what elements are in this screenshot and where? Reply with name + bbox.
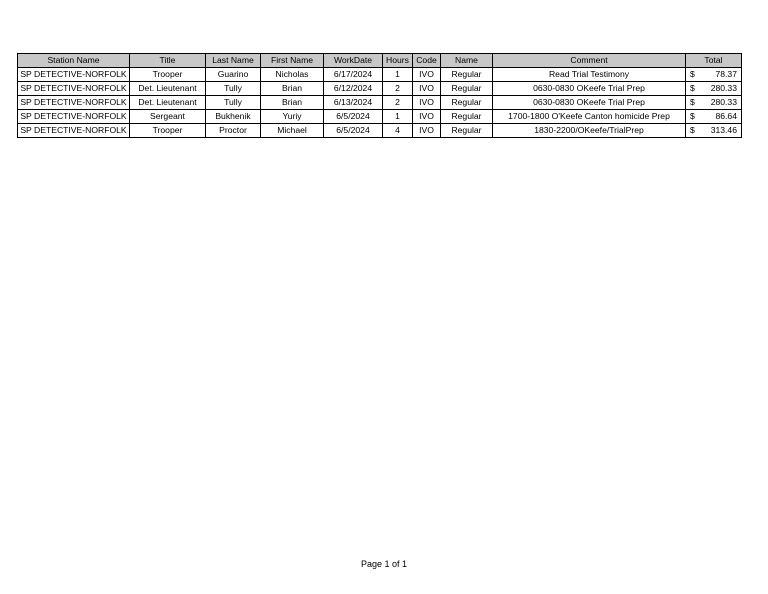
cell-first-name: Brian xyxy=(261,96,324,110)
cell-last-name: Guarino xyxy=(206,68,261,82)
cell-station-name: SP DETECTIVE-NORFOLK xyxy=(18,96,130,110)
total-amount: 280.33 xyxy=(710,83,737,94)
header-comment: Comment xyxy=(493,54,686,68)
cell-station-name: SP DETECTIVE-NORFOLK xyxy=(18,124,130,138)
cell-station-name: SP DETECTIVE-NORFOLK xyxy=(18,68,130,82)
cell-code: IVO xyxy=(413,124,441,138)
cell-code: IVO xyxy=(413,96,441,110)
currency-symbol: $ xyxy=(690,97,695,108)
cell-comment: 1830-2200/OKeefe/TrialPrep xyxy=(493,124,686,138)
cell-hours: 4 xyxy=(383,124,413,138)
cell-workdate: 6/13/2024 xyxy=(324,96,383,110)
cell-hours: 1 xyxy=(383,110,413,124)
cell-comment: 0630-0830 OKeefe Trial Prep xyxy=(493,96,686,110)
cell-name: Regular xyxy=(441,110,493,124)
cell-first-name: Nicholas xyxy=(261,68,324,82)
total-amount: 78.37 xyxy=(715,69,737,80)
cell-workdate: 6/17/2024 xyxy=(324,68,383,82)
header-name: Name xyxy=(441,54,493,68)
cell-total xyxy=(686,110,742,124)
table-row xyxy=(18,110,742,124)
cell-last-name: Tully xyxy=(206,82,261,96)
cell-workdate: 6/5/2024 xyxy=(324,110,383,124)
currency-symbol: $ xyxy=(690,83,695,94)
currency-symbol: $ xyxy=(690,125,695,136)
table-row xyxy=(18,124,742,138)
page-number: Page 1 of 1 xyxy=(360,559,408,569)
table-body xyxy=(18,68,742,138)
cell-name: Regular xyxy=(441,124,493,138)
cell-total xyxy=(686,82,742,96)
header-workdate: WorkDate xyxy=(324,54,383,68)
total-amount: 280.33 xyxy=(710,97,737,108)
cell-title: Sergeant xyxy=(130,110,206,124)
cell-station-name: SP DETECTIVE-NORFOLK xyxy=(18,110,130,124)
cell-workdate: 6/5/2024 xyxy=(324,124,383,138)
cell-hours: 1 xyxy=(383,68,413,82)
header-row xyxy=(18,54,742,68)
cell-comment: 0630-0830 OKeefe Trial Prep xyxy=(493,82,686,96)
cell-hours: 2 xyxy=(383,82,413,96)
cell-first-name: Michael xyxy=(261,124,324,138)
cell-last-name: Tully xyxy=(206,96,261,110)
cell-first-name: Brian xyxy=(261,82,324,96)
cell-comment: 1700-1800 O'Keefe Canton homicide Prep xyxy=(493,110,686,124)
cell-title: Trooper xyxy=(130,124,206,138)
cell-code: IVO xyxy=(413,110,441,124)
cell-code: IVO xyxy=(413,82,441,96)
total-amount: 313.46 xyxy=(710,125,737,136)
currency-symbol: $ xyxy=(690,111,695,122)
table-row xyxy=(18,96,742,110)
table-row xyxy=(18,82,742,96)
cell-name: Regular xyxy=(441,82,493,96)
overtime-report-table xyxy=(17,53,742,138)
cell-last-name: Proctor xyxy=(206,124,261,138)
header-code: Code xyxy=(413,54,441,68)
cell-comment: Read Trial Testimony xyxy=(493,68,686,82)
cell-total xyxy=(686,124,742,138)
cell-title: Det. Lieutenant xyxy=(130,96,206,110)
header-hours: Hours xyxy=(383,54,413,68)
cell-first-name: Yuriy xyxy=(261,110,324,124)
table-header xyxy=(18,54,742,68)
cell-station-name: SP DETECTIVE-NORFOLK xyxy=(18,82,130,96)
currency-symbol: $ xyxy=(690,69,695,80)
table-row xyxy=(18,68,742,82)
cell-total xyxy=(686,68,742,82)
header-title: Title xyxy=(130,54,206,68)
header-total: Total xyxy=(686,54,742,68)
cell-workdate: 6/12/2024 xyxy=(324,82,383,96)
cell-total xyxy=(686,96,742,110)
cell-name: Regular xyxy=(441,68,493,82)
total-amount: 86.64 xyxy=(715,111,737,122)
cell-hours: 2 xyxy=(383,96,413,110)
header-last-name: Last Name xyxy=(206,54,261,68)
header-first-name: First Name xyxy=(261,54,324,68)
cell-title: Det. Lieutenant xyxy=(130,82,206,96)
header-station-name: Station Name xyxy=(18,54,130,68)
cell-code: IVO xyxy=(413,68,441,82)
cell-last-name: Bukhenik xyxy=(206,110,261,124)
cell-name: Regular xyxy=(441,96,493,110)
cell-title: Trooper xyxy=(130,68,206,82)
